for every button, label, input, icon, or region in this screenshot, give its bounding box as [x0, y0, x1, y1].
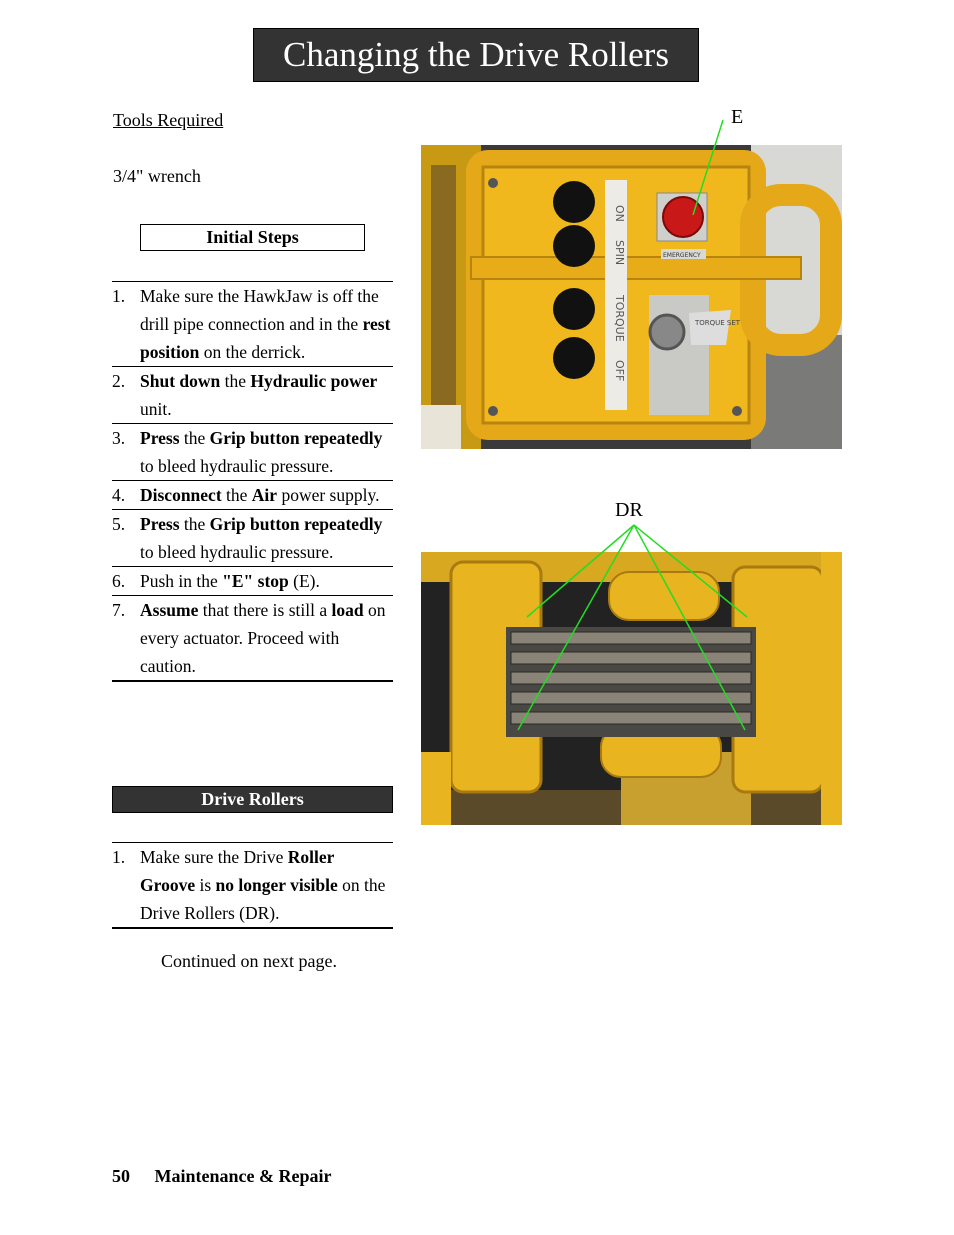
step-item — [112, 367, 393, 424]
step-number: 7. — [112, 600, 126, 620]
tools-required-heading: Tools Required — [113, 110, 224, 130]
step-item — [112, 567, 393, 596]
step-text-segment: Shut down — [140, 371, 221, 391]
step-item — [112, 282, 393, 367]
step-number: 2. — [112, 371, 126, 391]
step-text-segment: the — [220, 371, 251, 391]
step-item — [112, 596, 393, 680]
step-item — [112, 510, 393, 567]
emergency-label: EMERGENCY — [663, 252, 701, 259]
step-text — [140, 510, 393, 566]
continued-note: Continued on next page. — [161, 951, 337, 971]
knob-label: OFF — [613, 360, 626, 382]
step-text-segment: Press — [140, 428, 180, 448]
step-text-segment: the — [179, 514, 210, 534]
callout-label-e: E — [731, 106, 744, 128]
drive-rollers-heading: Drive Rollers — [112, 786, 393, 813]
drive-rollers-photo — [421, 552, 842, 825]
step-number: 3. — [112, 428, 126, 448]
step-text — [140, 567, 393, 595]
step-item — [112, 481, 393, 510]
knob-label: ON — [613, 205, 626, 222]
tool-item: 3/4" wrench — [113, 166, 201, 186]
step-item — [112, 843, 393, 927]
step-text-segment: the — [179, 428, 210, 448]
step-text-segment: Grip button repeatedly — [209, 428, 383, 448]
step-text-segment: on the Drive Rollers (DR). — [140, 875, 386, 923]
step-number: 5. — [112, 514, 126, 534]
torque-set-label: TORQUE SET — [695, 319, 741, 327]
step-text-segment: "E" stop — [222, 571, 289, 591]
step-number: 1. — [112, 847, 126, 867]
page-footer — [112, 1166, 331, 1187]
step-text-segment: to bleed hydraulic pressure. — [140, 456, 334, 476]
emergency-stop-button — [663, 197, 703, 237]
drive-rollers-steps-list — [112, 842, 393, 929]
step-text-segment: Air — [251, 485, 278, 505]
step-text-segment: the — [221, 485, 252, 505]
page-title: Changing the Drive Rollers — [253, 28, 699, 82]
step-text — [140, 843, 393, 927]
step-text-segment: no longer visible — [215, 875, 338, 895]
step-number: 6. — [112, 571, 126, 591]
step-text-segment: Grip button repeatedly — [209, 514, 383, 534]
step-text-segment: Press — [140, 514, 180, 534]
step-text — [140, 282, 393, 366]
knob-label: SPIN — [613, 240, 626, 266]
step-text — [140, 367, 393, 423]
knob-label: TORQUE — [613, 295, 626, 342]
step-text-segment: Make sure the HawkJaw is off the drill pipe connection and in the — [140, 286, 379, 334]
step-text-segment: unit. — [140, 399, 172, 419]
step-number: 4. — [112, 485, 126, 505]
step-text-segment: on the derrick. — [199, 342, 306, 362]
step-text-segment: that there is still a — [198, 600, 332, 620]
step-text-segment: power supply. — [277, 485, 380, 505]
step-text-segment: Assume — [140, 600, 199, 620]
step-text — [140, 481, 393, 509]
step-number: 1. — [112, 286, 126, 306]
callout-label-dr: DR — [615, 499, 643, 521]
step-text-segment: Push in the — [140, 571, 223, 591]
footer-section: Maintenance & Repair — [154, 1166, 332, 1186]
step-text-segment: on every actuator. Proceed with caution. — [140, 600, 386, 676]
step-text-segment: Disconnect — [140, 485, 222, 505]
step-text-segment: to bleed hydraulic pressure. — [140, 542, 334, 562]
control-panel-photo — [421, 145, 842, 449]
step-text — [140, 596, 393, 680]
step-text-segment: Make sure the Drive — [140, 847, 288, 867]
step-item — [112, 424, 393, 481]
step-text-segment: Hydraulic power — [250, 371, 378, 391]
step-text-segment: rest position — [140, 314, 391, 362]
page-number: 50 — [112, 1166, 130, 1186]
step-text — [140, 424, 393, 480]
step-text-segment: Roller Groove — [140, 847, 335, 895]
step-text-segment: is — [195, 875, 216, 895]
initial-steps-heading: Initial Steps — [140, 224, 365, 251]
initial-steps-list — [112, 281, 393, 682]
step-text-segment: load — [331, 600, 364, 620]
step-text-segment: (E). — [288, 571, 320, 591]
